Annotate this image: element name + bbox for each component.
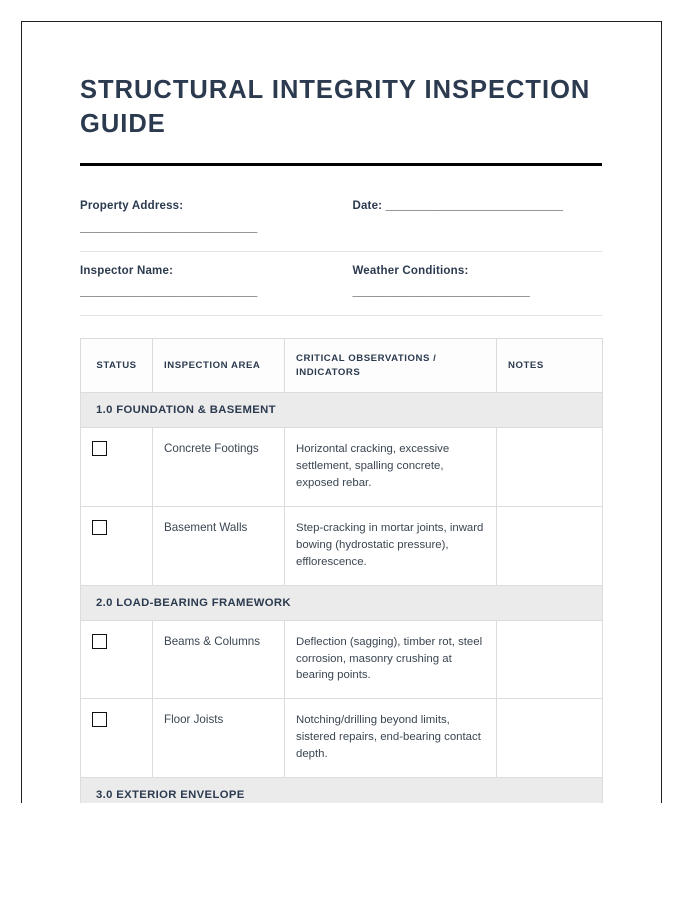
column-header-notes: NOTES <box>497 339 603 393</box>
inspection-area-cell: Concrete Footings <box>153 428 285 507</box>
observations-cell: Horizontal cracking, excessive settlement, spalling concrete, exposed rebar. <box>285 428 497 507</box>
status-checkbox[interactable] <box>92 520 107 535</box>
meta-cell-inspector-name <box>80 251 330 316</box>
inspection-area-cell: Floor Joists <box>153 699 285 778</box>
table-row <box>81 507 603 586</box>
observations-cell: Step-cracking in mortar joints, inward bowing (hydrostatic pressure), efflorescence. <box>285 507 497 586</box>
section-header-row <box>81 585 603 620</box>
meta-cell-weather <box>330 251 602 316</box>
inspection-area-cell: Beams & Columns <box>153 620 285 699</box>
page-title: STRUCTURAL INTEGRITY INSPECTION GUIDE <box>80 76 591 138</box>
notes-cell[interactable] <box>497 699 603 778</box>
property-address-label: Property Address: <box>80 199 184 212</box>
checklist-body <box>81 393 603 803</box>
date-rule: ______________________________ <box>385 199 563 212</box>
weather-conditions-rule: ______________________________ <box>352 286 530 299</box>
status-cell[interactable] <box>81 699 153 778</box>
column-header-inspection-area: INSPECTION AREA <box>153 339 285 393</box>
status-checkbox[interactable] <box>92 634 107 649</box>
date-label: Date: <box>352 199 383 212</box>
status-cell[interactable] <box>81 620 153 699</box>
page-content <box>22 22 661 803</box>
observations-cell: Deflection (sagging), timber rot, steel corrosion, masonry crushing at bearing points. <box>285 620 497 699</box>
section-header-row <box>81 777 603 803</box>
weather-conditions-field[interactable] <box>352 261 602 305</box>
status-cell[interactable] <box>81 428 153 507</box>
inspection-meta-grid <box>80 187 602 316</box>
meta-cell-date <box>330 187 602 251</box>
table-row <box>81 620 603 699</box>
table-row <box>81 699 603 778</box>
checklist-header-row <box>81 339 603 393</box>
column-header-observations: CRITICAL OBSERVATIONS / INDICATORS <box>285 339 497 393</box>
table-row <box>81 428 603 507</box>
status-checkbox[interactable] <box>92 712 107 727</box>
meta-row-1 <box>80 187 602 251</box>
property-address-rule: ______________________________ <box>80 221 257 234</box>
notes-cell[interactable] <box>497 428 603 507</box>
inspector-name-label: Inspector Name: <box>80 264 174 277</box>
section-heading: 3.0 EXTERIOR ENVELOPE <box>81 777 603 803</box>
title-divider <box>80 163 602 166</box>
section-heading: 2.0 LOAD-BEARING FRAMEWORK <box>81 585 603 620</box>
status-checkbox[interactable] <box>92 441 107 456</box>
inspector-name-field[interactable] <box>80 261 330 305</box>
observations-cell: Notching/drilling beyond limits, sistered repairs, end-bearing contact depth. <box>285 699 497 778</box>
status-cell[interactable] <box>81 507 153 586</box>
inspection-checklist-table <box>80 338 603 803</box>
document-page <box>21 21 662 803</box>
inspection-area-cell: Basement Walls <box>153 507 285 586</box>
notes-cell[interactable] <box>497 507 603 586</box>
notes-cell[interactable] <box>497 620 603 699</box>
meta-cell-property-address <box>80 187 330 251</box>
checklist-header <box>81 339 603 393</box>
meta-row-2 <box>80 251 602 316</box>
section-header-row <box>81 393 603 428</box>
inspector-name-rule: ______________________________ <box>80 286 257 299</box>
section-heading: 1.0 FOUNDATION & BASEMENT <box>81 393 603 428</box>
column-header-status: STATUS <box>81 339 153 393</box>
date-field[interactable] <box>352 196 602 218</box>
property-address-field[interactable] <box>80 196 330 240</box>
weather-conditions-label: Weather Conditions: <box>352 264 469 277</box>
